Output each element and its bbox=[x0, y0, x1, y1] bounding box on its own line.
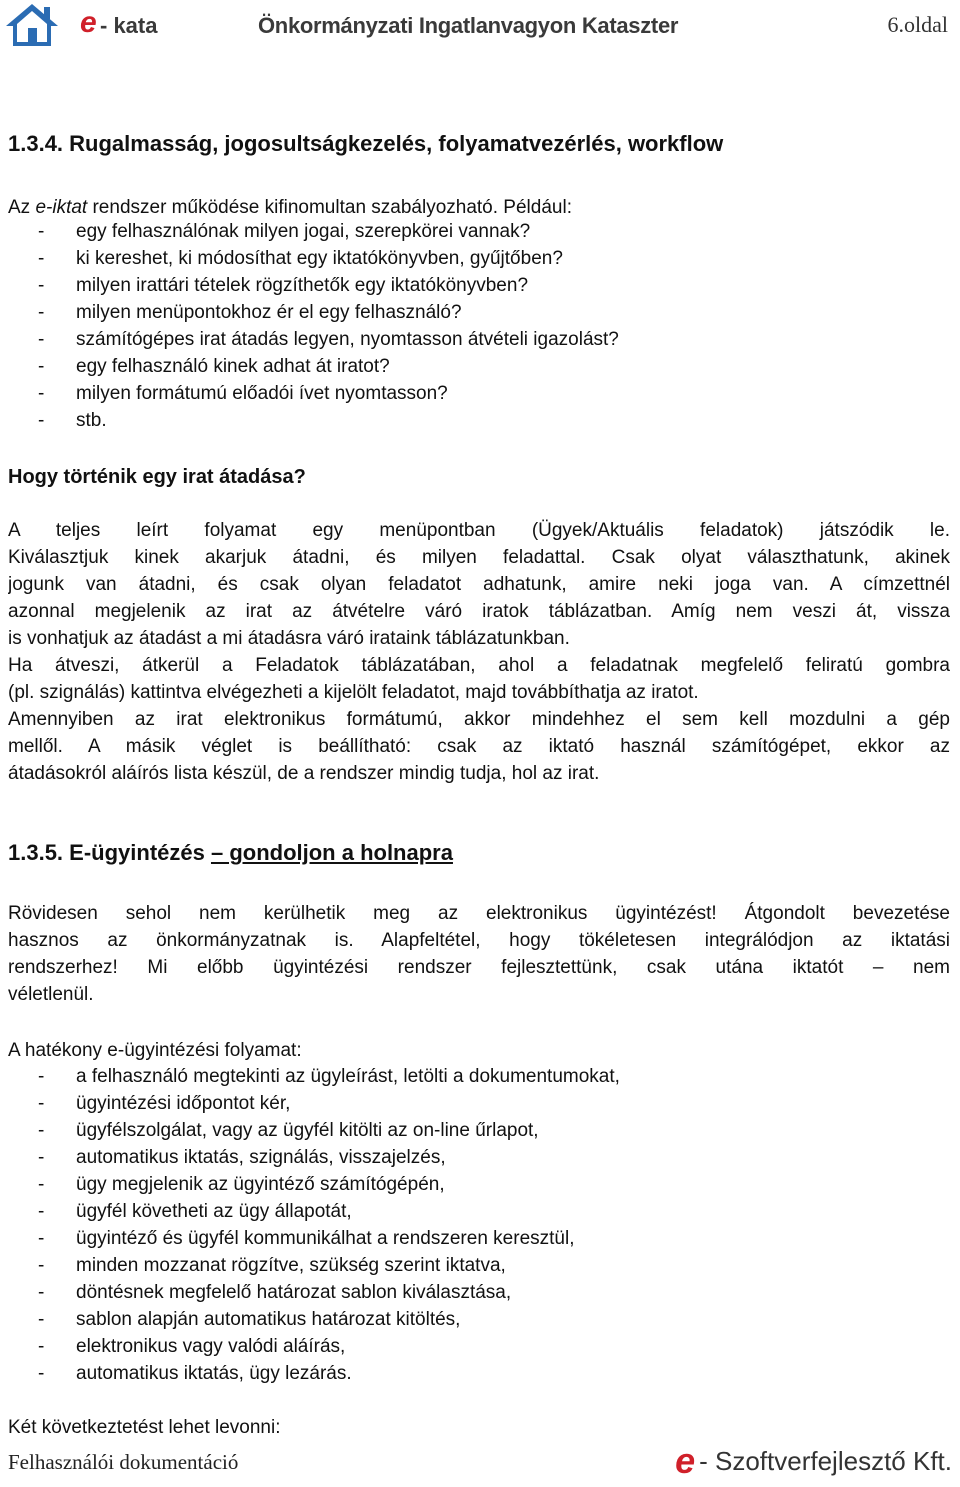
list-item: - ügy megjelenik az ügyintéző számítógépén, bbox=[8, 1171, 950, 1198]
list-item: - milyen formátumú előadói ívet nyomtasson? bbox=[8, 380, 950, 407]
footer-doc-label: Felhasználói dokumentáció bbox=[8, 1450, 239, 1474]
paragraph-line: Kiválasztjuk kinek akarjuk átadni, és milyen feladattal. Csak olyat választhatunk, akinek bbox=[8, 547, 950, 568]
footer-e-letter: e bbox=[675, 1440, 696, 1481]
list-item: - automatikus iktatás, ügy lezárás. bbox=[8, 1360, 950, 1387]
paragraph-line: mellől. A másik véglet is beállítható: csak az iktató használ számítógépet, ekkor az bbox=[8, 736, 950, 757]
section-heading-1-3-5 bbox=[8, 839, 453, 867]
paragraph-line: Rövidesen sehol nem kerülhetik meg az elektronikus ügyintézést! Átgondolt bevezetése bbox=[8, 903, 950, 924]
list-item: - milyen menüpontokhoz ér el egy felhasználó? bbox=[8, 299, 950, 326]
list-item: - automatikus iktatás, szignálás, visszajelzés, bbox=[8, 1144, 950, 1171]
intro-product-name: e-iktat bbox=[35, 197, 88, 218]
list-item: - minden mozzanat rögzítve, szükség szerint iktatva, bbox=[8, 1252, 950, 1279]
brand-e-letter: e bbox=[80, 6, 97, 39]
list-item: - a felhasználó megtekinti az ügyleírást, letölti a dokumentumokat, bbox=[8, 1063, 950, 1090]
subheading-irat-atadas: Hogy történik egy irat átadása? bbox=[8, 466, 306, 488]
list-item: - egy felhasználó kinek adhat át iratot? bbox=[8, 353, 950, 380]
list-item: - döntésnek megfelelő határozat sablon kiválasztása, bbox=[8, 1279, 950, 1306]
list-item: - elektronikus vagy valódi aláírás, bbox=[8, 1333, 950, 1360]
paragraph-line: is vonhatjuk az átadást a mi átadásra váró irataink táblázatunkban. bbox=[8, 628, 570, 649]
paragraph-line: Ha átveszi, átkerül a Feladatok táblázatában, ahol a feladatnak megfelelő feliratú gombra bbox=[8, 655, 950, 676]
list-item: - egy felhasználónak milyen jogai, szerepkörei vannak? bbox=[8, 218, 950, 245]
brand-kata: - kata bbox=[100, 13, 158, 38]
conclusion-line: Két következtetést lehet levonni: bbox=[8, 1417, 281, 1438]
footer-company-name: - Szoftverfejlesztő Kft. bbox=[699, 1445, 952, 1476]
section-heading-1-3-4: 1.3.4. Rugalmasság, jogosultságkezelés, folyamatvezérlés, workflow bbox=[8, 131, 724, 156]
paragraph-line: Amennyiben az irat elektronikus formátumú, akkor mindehhez el sem kell mozdulni a gép bbox=[8, 709, 950, 730]
list-item: - ügyfél követheti az ügy állapotát, bbox=[8, 1198, 950, 1225]
list-item: - stb. bbox=[8, 407, 950, 434]
intro-post: rendszer működése kifinomultan szabályozható. Például: bbox=[87, 197, 572, 218]
paragraph-line: azonnal megjelenik az irat az átvételre váró iratok táblázatban. Amíg nem veszi át, vissza bbox=[8, 601, 950, 622]
paragraph-line: jogunk van átadni, és csak olyan feladatot adhatunk, amire neki joga van. A címzettnél bbox=[8, 574, 950, 595]
paragraph-line: hasznos az önkormányzatnak is. Alapfeltétel, hogy tökéletesen integrálódjon az iktatási bbox=[8, 930, 950, 951]
process-list-intro: A hatékony e-ügyintézési folyamat: bbox=[8, 1040, 302, 1061]
paragraph-line: (pl. szignálás) kattintva elvégezheti a kijelölt feladatot, majd továbbíthatja az iratot. bbox=[8, 682, 699, 703]
heading-underlined: – gondoljon a holnapra bbox=[210, 840, 453, 865]
e-ugyintezes-paragraph bbox=[8, 900, 950, 1008]
paragraph-line: rendszerhez! Mi előbb ügyintézési rendszer fejlesztettünk, csak utána iktatót – nem bbox=[8, 957, 950, 978]
list-item: - sablon alapján automatikus határozat kitöltés, bbox=[8, 1306, 950, 1333]
intro-paragraph bbox=[8, 194, 950, 221]
house-logo-icon bbox=[4, 2, 60, 48]
paragraph-line: átadásokról aláírós lista készül, de a rendszer mindig tudja, hol az irat. bbox=[8, 763, 600, 784]
page-header bbox=[0, 0, 960, 50]
footer-company-logo bbox=[675, 1440, 952, 1482]
list-item: - ügyfélszolgálat, vagy az ügyfél kitölti az on-line űrlapot, bbox=[8, 1117, 950, 1144]
list-item: - ügyintézési időpontot kér, bbox=[8, 1090, 950, 1117]
process-list bbox=[8, 1063, 950, 1387]
list-item: - számítógépes irat átadás legyen, nyomtasson átvételi igazolást? bbox=[8, 326, 950, 353]
paragraph-line: véletlenül. bbox=[8, 984, 94, 1005]
configuration-list bbox=[8, 218, 950, 434]
list-item: - milyen irattári tételek rögzíthetők egy iktatókönyvben? bbox=[8, 272, 950, 299]
paragraph-line: A teljes leírt folyamat egy menüpontban (Ügyek/Aktuális feladatok) játszódik le. bbox=[8, 520, 950, 541]
intro-pre: Az bbox=[8, 197, 36, 218]
handover-paragraph bbox=[8, 517, 950, 787]
header-title: Önkormányzati Ingatlanvagyon Kataszter bbox=[258, 13, 679, 38]
page-number: 6.oldal bbox=[887, 12, 948, 37]
list-item: - ügyintéző és ügyfél kommunikálhat a rendszeren keresztül, bbox=[8, 1225, 950, 1252]
list-item: - ki kereshet, ki módosíthat egy iktatókönyvben, gyűjtőben? bbox=[8, 245, 950, 272]
heading-prefix: 1.3.5. E-ügyintézés bbox=[8, 840, 211, 865]
